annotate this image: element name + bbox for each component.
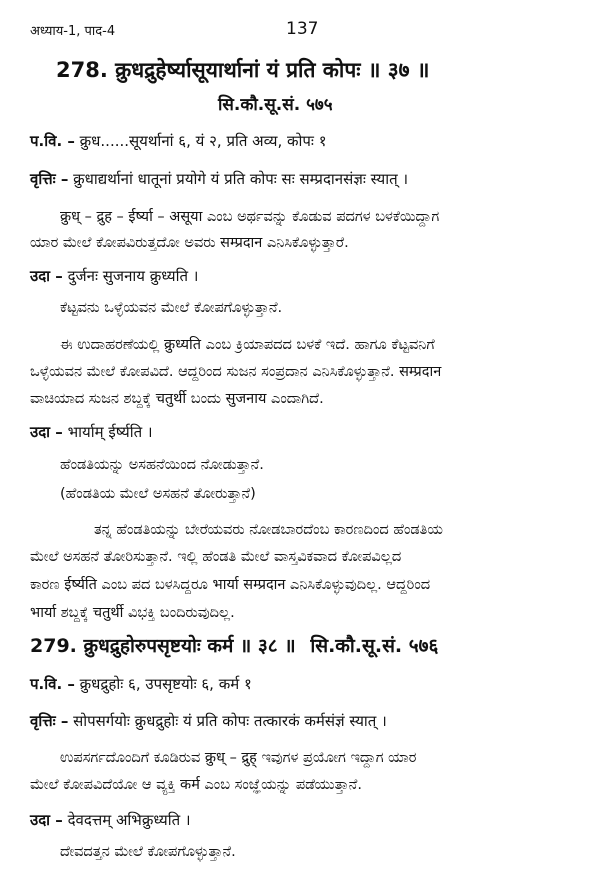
vritti-text: क्रुधाद्यर्थानां धातूनां प्रयोगे यं प्रति कोपः सः सम्प्रदानसंज्ञः स्यात् । (73, 170, 409, 188)
example-1 (30, 266, 199, 286)
explanation-line: ಈ ಉದಾಹರಣೆಯಲ್ಲಿ क्रुध्यति ಎಂಬ ಕ್ರಿಯಾಪದದ ಬಳಕೆ ಇದೆ. ಹಾಗೂ ಕೆಟ್ಟವನಿಗೆ (60, 337, 435, 353)
example-text: भार्याम् ईर्ष्यति । (67, 423, 153, 441)
sutra-278-pavi (30, 131, 327, 151)
example-2 (30, 422, 153, 442)
example-translation: ಹೆಂಡತಿಯನ್ನು ಅಸಹನೆಯಿಂದ ನೋಡುತ್ತಾನೆ. (60, 457, 264, 473)
vritti-text: सोपसर्गयोः क्रुधद्रुहोः यं प्रति कोपः तत्कारकं कर्मसंज्ञं स्यात् । (73, 712, 387, 730)
pavi-label: प.वि. – (30, 132, 75, 150)
explanation-line: क्रुध् – द्रुह – ईर्ष्या – असूया ಎಂಬ ಅರ್ಥವನ್ನು ಕೊಡುವ ಪದಗಳ ಬಳಕೆಯಿದ್ದಾಗ (60, 209, 440, 225)
sutra-279-vritti (30, 711, 387, 731)
pavi-text: क्रुधद्रुहोः ६, उपसृष्टयोः ६, कर्म १ (79, 675, 252, 693)
page-number: 137 (286, 19, 319, 39)
example-translation: ಕೆಟ್ಟವನು ಒಳ್ಳೆಯವನ ಮೇಲೆ ಕೋಪಗೊಳ್ಳುತ್ತಾನೆ. (60, 300, 283, 316)
explanation-line: ಕಾರಣ ईर्ष्यति ಎಂಬ ಪದ ಬಳಸಿದ್ದರೂ भार्या सम्प्रदान ಎನಿಸಿಕೊಳ್ಳುವುದಿಲ್ಲ. ಆದ್ದರಿಂದ (30, 577, 431, 593)
example-text: देवदत्तम् अभिक्रुध्यति । (67, 811, 191, 829)
example-translation: (ಹೆಂಡತಿಯ ಮೇಲೆ ಅಸಹನೆ ತೋರುತ್ತಾನೆ) (60, 486, 256, 502)
sutra-278-vritti (30, 169, 408, 189)
sutra-278-title: 278. क्रुधद्रुहेर्ष्यासूयार्थानां यं प्रति कोपः ॥ ३७ ॥ (56, 58, 430, 82)
explanation-line: ಮೇಲೆ ಕೋಪವಿದೆಯೋ ಆ ವ್ಯಕ್ತಿ कर्म ಎಂಬ ಸಂಜ್ಞೆಯನ್ನು ಪಡೆಯುತ್ತಾನೆ. (30, 777, 362, 793)
example-translation: ದೇವದತ್ತನ ಮೇಲೆ ಕೋಪಗೊಳ್ಳುತ್ತಾನೆ. (60, 844, 236, 860)
pavi-label: प.वि. – (30, 675, 75, 693)
pavi-text: क्रुध......सूयर्थानां ६, यं २, प्रति अव्य, कोपः १ (79, 132, 327, 150)
chapter-header: अध्याय-1, पाद-4 (30, 24, 116, 39)
sutra-279-title: 279. क्रुधद्रुहोरुपसृष्टयोः कर्म ॥ ३८ ॥ (30, 635, 296, 657)
example-label: उदा – (30, 267, 63, 285)
example-text: दुर्जनः सुजनाय क्रुध्यति । (67, 267, 199, 285)
vritti-label: वृत्तिः – (30, 170, 69, 188)
example-1 (30, 810, 191, 830)
explanation-line: ಮೇಲೆ ಅಸಹನೆ ತೋರಿಸುತ್ತಾನೆ. ಇಲ್ಲಿ ಹೆಂಡತಿ ಮೇಲೆ ವಾಸ್ತವಿಕವಾದ ಕೋಪವಿಲ್ಲದ (30, 549, 402, 565)
sutra-279-pavi (30, 674, 252, 694)
explanation-line: भार्या ಶಬ್ದಕ್ಕೆ चतुर्थी ವಿಭಕ್ತಿ ಬಂದಿರುವುದಿಲ್ಲ. (30, 605, 235, 621)
explanation-line: ಒಳ್ಳೆಯವನ ಮೇಲೆ ಕೋಪವಿದೆ. ಆದ್ದರಿಂದ ಸುಜನ ಸಂಪ್ರದಾನ ಎನಿಸಿಕೊಳ್ಳುತ್ತಾನೆ. सम्प्रदान (30, 364, 442, 380)
sutra-278-reference: सि.कौ.सू.सं. ५७५ (218, 95, 333, 115)
sutra-279-reference: सि.कौ.सू.सं. ५७६ (310, 635, 439, 657)
example-label: उदा – (30, 423, 63, 441)
explanation-line: ವಾಚಿಯಾದ ಸುಜನ ಶಬ್ದಕ್ಕೆ चतुर्थी ಬಂದು सुजनाय ಎಂದಾಗಿದೆ. (30, 391, 324, 407)
explanation-line: ತನ್ನ ಹೆಂಡತಿಯನ್ನು ಬೇರೆಯವರು ನೋಡಬಾರದೆಂಬ ಕಾರಣದಿಂದ ಹೆಂಡತಿಯ (94, 522, 443, 538)
explanation-line: ಯಾರ ಮೇಲೆ ಕೋಪವಿರುತ್ತದೋ ಅವರು सम्प्रदान ಎನಿಸಿಕೊಳ್ಳುತ್ತಾರೆ. (30, 235, 349, 251)
vritti-label: वृत्तिः – (30, 712, 69, 730)
explanation-line: ಉಪಸರ್ಗದೊಂದಿಗೆ ಕೂಡಿರುವ क्रुध् – द्रुह् ಇವುಗಳ ಪ್ರಯೋಗ ಇದ್ದಾಗ ಯಾರ (60, 750, 417, 766)
example-label: उदा – (30, 811, 63, 829)
sutra-279-header (30, 633, 438, 659)
